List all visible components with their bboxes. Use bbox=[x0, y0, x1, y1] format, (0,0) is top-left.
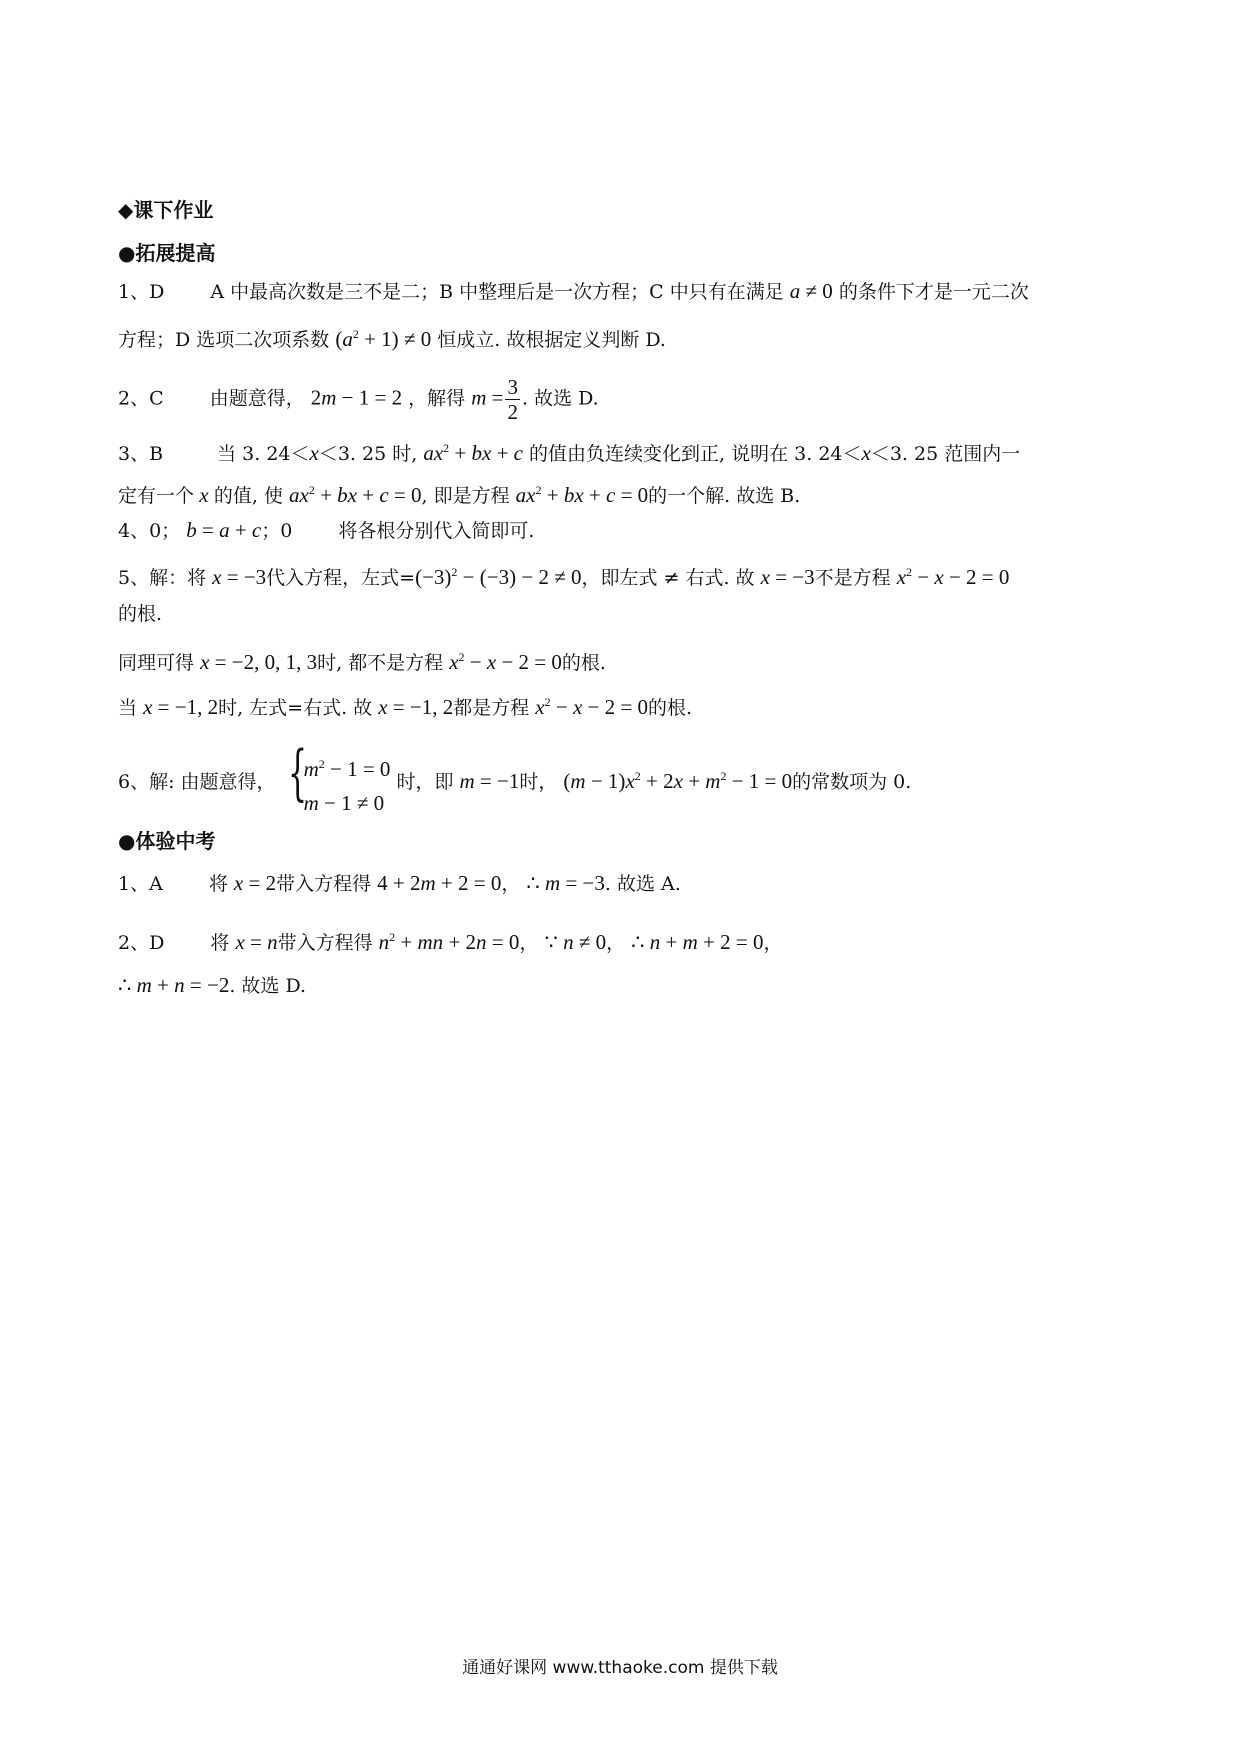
answer-3-text-3: 的值由负连续变化到正, 说明在 3. 24＜ bbox=[529, 443, 862, 465]
math-therefore-m: ∴ m = −3 bbox=[526, 871, 605, 895]
math-equation-x2: $x^2 - x - 2 = 0$ bbox=[896, 565, 1010, 589]
answer-4-text-1: ；0 bbox=[261, 520, 293, 542]
answer-6-text-1: 时，即 bbox=[396, 771, 454, 793]
answer-3-text-5: 定有一个 bbox=[118, 485, 195, 507]
answer-5-number: 5、解：将 bbox=[118, 567, 207, 589]
exam-answer-2-text-3: ， bbox=[519, 932, 539, 954]
equation-system: { $m^2 - 1 = 0$ m − 1 ≠ 0 bbox=[287, 737, 391, 815]
exam-answer-2-text-4: ， bbox=[606, 932, 626, 954]
answer-6-line: 6、解: 由题意得， { $m^2 - 1 = 0$ m − 1 ≠ 0 时，即 m = −1时， $(m - 1)x^2 + 2x + m^2 - 1 = 0$的常数项为 0. bbox=[118, 742, 911, 820]
math-because-n: ∵ n ≠ 0 bbox=[544, 930, 607, 954]
math-therefore-n-m: ∴ n + m + 2 = 0 bbox=[631, 930, 764, 954]
answer-1-line-2 bbox=[118, 322, 666, 352]
exam-answer-1-text-4: . 故选 A. bbox=[604, 873, 681, 895]
answer-1-text: A 中最高次数是三不是二；B 中整理后是一次方程；C 中只有在满足 bbox=[210, 281, 784, 303]
exam-answer-1-text-3: ， bbox=[501, 873, 521, 895]
exam-answer-1-line: 1、A 将 x = 2带入方程得 4 + 2m + 2 = 0， ∴ m = −3. 故选 A. bbox=[118, 871, 681, 895]
exam-answer-2-text-6: . 故选 D. bbox=[229, 975, 307, 997]
answer-2-text-1: 由题意得， bbox=[209, 387, 305, 410]
math-a-neq-0: a bbox=[789, 279, 801, 303]
exam-answer-1-number: 1、A bbox=[118, 873, 163, 895]
math-x-values: x = −2, 0, 1, 3 bbox=[200, 650, 318, 674]
answer-1-text-3: 方程；D 选项二次项系数 bbox=[118, 329, 330, 351]
answer-5-text-7: 的根. bbox=[561, 652, 606, 674]
math-equation-m: $(m - 1)x^2 + 2x + m^2 - 1 = 0$ bbox=[563, 769, 793, 793]
exam-answer-2-text-5: ， bbox=[763, 932, 783, 954]
answer-1-text-4: 恒成立. 故根据定义判断 D. bbox=[437, 329, 666, 351]
answer-3-text-7: , 即是方程 bbox=[421, 485, 510, 507]
answer-6-text-2: 时， bbox=[519, 771, 558, 793]
math-substitution: $(-3)^2 - (-3) - 2 \ne 0$ bbox=[415, 565, 582, 589]
exam-answer-1-text-1: 将 bbox=[208, 873, 228, 895]
answer-4-line bbox=[118, 518, 534, 543]
answer-2-text-2: ，解得 bbox=[408, 387, 466, 410]
answer-5-text-11: 的根. bbox=[647, 697, 693, 719]
answer-5-text-3: 不是方程 bbox=[814, 567, 891, 589]
math-coefficient: $(a^2 + 1) \ne 0$ bbox=[335, 327, 432, 351]
answer-3-line-1: 3、B 当 3. 24＜x＜3. 25 时, $ax^2$ + bx + c 的值由负连续变化到正, 说明在 3. 24＜x＜3. 25 范围内一 bbox=[118, 441, 1021, 465]
fraction-3-2: $\frac{3}{2}$ bbox=[507, 375, 518, 424]
answer-5-line-3: 同理可得 x = −2, 0, 1, 3时, 都不是方程 $x^2 - x - 2 = 0$的根. bbox=[118, 650, 606, 674]
exam-answer-1-text-2: 带入方程得 bbox=[276, 873, 372, 895]
answer-5-text-8: 当 bbox=[118, 697, 138, 719]
answer-3-text-4: ＜3. 25 范围内一 bbox=[870, 443, 1021, 465]
exam-answer-2-number: 2、D bbox=[118, 932, 165, 954]
exam-answer-2-line-2 bbox=[118, 973, 306, 998]
math-therefore-sum: ∴ m + n = −2 bbox=[118, 973, 230, 997]
exam-answer-2-line-1: 2、D 将 x = n带入方程得 $n^2$ + mn + 2n = 0， ∵ n ≠ 0， ∴ n + m + 2 = 0， bbox=[118, 930, 783, 954]
math-equation-1: $ax^2$ + bx + c = 0 bbox=[288, 483, 422, 507]
answer-3-number: 3、B bbox=[118, 443, 164, 465]
answer-4-number: 4、0； bbox=[118, 520, 181, 542]
exam-answer-2-text-2: 带入方程得 bbox=[277, 932, 373, 954]
answer-5-text-10: 都是方程 bbox=[453, 697, 530, 719]
answer-1-text-2: 的条件下才是一元二次 bbox=[838, 281, 1029, 303]
answer-5-text-6: 时, 都不是方程 bbox=[317, 652, 444, 674]
math-quadratic: $ax^2$ + bx + c bbox=[423, 441, 523, 465]
answer-5-line-1: 5、解：将 x = −3代入方程，左式$=(-3)^2 - (-3) - 2 \ne 0$，即左式 ≠ 右式. 故 x = −3不是方程 $x^2 - x - 2 = 0$ bbox=[118, 565, 1010, 589]
answer-3-line-2: 定有一个 x 的值, 使 $ax^2$ + bx + c = 0, 即是方程 $ax^2$ + bx + c = 0的一个解. 故选 B. bbox=[118, 483, 801, 507]
answer-6-text-3: 的常数项为 0. bbox=[792, 771, 912, 793]
answer-2-line bbox=[118, 375, 599, 424]
math-4-2m-2: 4 + 2m + 2 = 0 bbox=[377, 871, 502, 895]
answer-3-text-2: ＜3. 25 时, bbox=[318, 443, 418, 465]
answer-3-text-8: 的一个解. 故选 B. bbox=[648, 485, 801, 507]
answer-4-text-2: 将各根分别代入简即可. bbox=[338, 520, 535, 542]
answer-5-text-4: 的根. bbox=[118, 603, 163, 625]
answer-5-line-2 bbox=[118, 602, 162, 626]
answer-2-number: 2、C bbox=[118, 387, 164, 410]
answer-3-text-1: 当 3. 24＜ bbox=[217, 443, 310, 465]
answer-3-text-6: 的值, 使 bbox=[213, 485, 283, 507]
exam-answer-2-text-1: 将 bbox=[210, 932, 230, 954]
page-footer: 通通好课网 www.tthaoke.com 提供下载 bbox=[462, 1658, 778, 1678]
answer-5-text-5: 同理可得 bbox=[118, 652, 195, 674]
answer-5-line-4: 当 x = −1, 2时, 左式=右式. 故 x = −1, 2都是方程 $x^2 - x - 2 = 0$的根. bbox=[118, 695, 693, 719]
answer-5-text-1: 代入方程，左式= bbox=[266, 567, 416, 589]
answer-1-line-1: 1、D A 中最高次数是三不是二；B 中整理后是一次方程；C 中只有在满足 a ≠ 0 的条件下才是一元二次 bbox=[118, 279, 1029, 303]
math-n2-mn-2n: $n^2$ + mn + 2n = 0 bbox=[378, 930, 520, 954]
answer-5-text-2: ，即左式 ≠ 右式. 故 bbox=[581, 567, 755, 589]
subsection-title-extension: ●拓展提高 bbox=[118, 241, 216, 265]
answer-6-number: 6、解: 由题意得， bbox=[118, 771, 276, 793]
section-title: ◆课下作业 bbox=[118, 198, 214, 222]
math-b-eq: b = a + c bbox=[186, 518, 262, 542]
answer-1-number: 1、D bbox=[118, 281, 165, 303]
math-m-eq: m = bbox=[471, 385, 504, 410]
answer-2-text-3: . 故选 D. bbox=[521, 387, 599, 410]
answer-5-text-9: 时, 左式=右式. 故 bbox=[218, 697, 373, 719]
math-equation-2: $ax^2$ + bx + c = 0 bbox=[515, 483, 649, 507]
subsection-title-exam: ●体验中考 bbox=[118, 829, 216, 853]
math-2m-1: 2m − 1 = 2 bbox=[310, 385, 403, 410]
